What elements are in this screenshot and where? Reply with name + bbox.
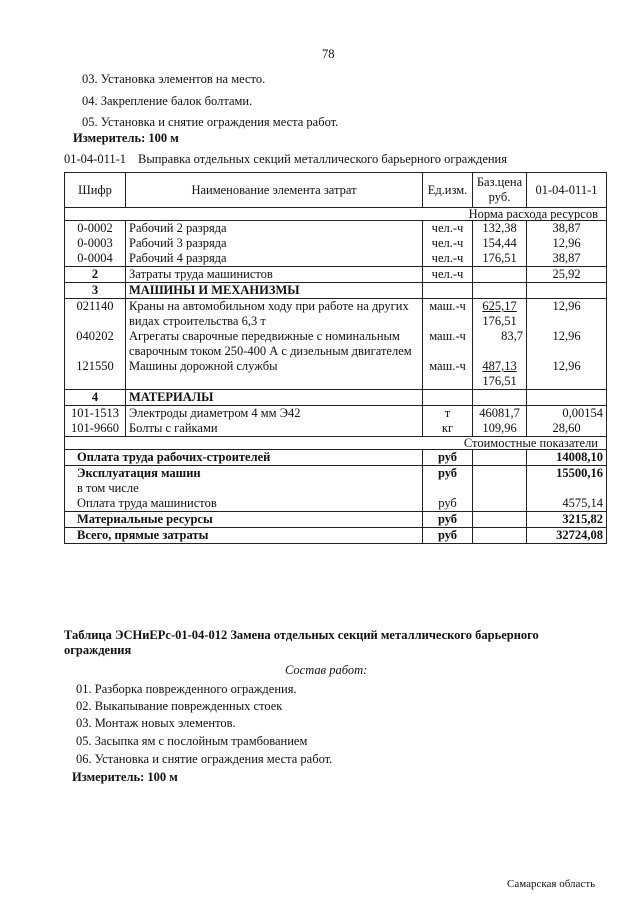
works-item: 02. Выкапывание поврежденных стоек <box>76 699 283 713</box>
table-row: 040202 Агрегаты сварочные передвижные с номинальным сварочным током 250-400 А с дизельным двигателем маш.-ч 83,7 12,96 <box>65 329 607 359</box>
works-item: 03. Монтаж новых элементов. <box>76 716 236 730</box>
cost-row: в том числе <box>65 481 607 496</box>
table-row: 2 Затраты труда машинистов чел.-ч 25,92 <box>65 267 607 283</box>
header-price: Баз.цена руб. <box>473 173 527 208</box>
norm-table <box>64 172 607 544</box>
intro-item: 04. Закрепление балок болтами. <box>82 94 253 108</box>
header-code: Шифр <box>65 173 126 208</box>
cost-row: Оплата труда рабочих-строителей руб 14008,10 <box>65 450 607 466</box>
header-name: Наименование элемента затрат <box>126 173 423 208</box>
header-unit: Ед.изм. <box>423 173 473 208</box>
table-row: 4 МАТЕРИАЛЫ <box>65 390 607 406</box>
table-row: 3 МАШИНЫ И МЕХАНИЗМЫ <box>65 283 607 299</box>
table2-title-cont: ограждения <box>64 643 132 657</box>
measure-label: Измеритель: 100 м <box>73 131 179 145</box>
section-code: 01-04-011-1 <box>64 152 127 166</box>
table-row: 0-0004 Рабочий 4 разряда чел.-ч 176,51 38,87 <box>65 251 607 267</box>
works-item: 05. Засыпка ям с послойным трамбованием <box>76 734 308 748</box>
table-row: 0-0003 Рабочий 3 разряда чел.-ч 154,44 12,96 <box>65 236 607 251</box>
table-row: 101-9660 Болты с гайками кг 109,96 28,60 <box>65 421 607 437</box>
cost-row: Всего, прямые затраты руб 32724,08 <box>65 528 607 544</box>
composition-title: Состав работ: <box>285 663 368 677</box>
intro-item: 05. Установка и снятие ограждения места работ. <box>82 115 339 129</box>
table-row: 021140 Краны на автомобильном ходу при работе на других видах строительства 6,3 т маш.-ч 625,17 176,51 12,96 <box>65 299 607 330</box>
cost-row: Эксплуатация машин руб 15500,16 <box>65 466 607 482</box>
table2-title: Таблица ЭСНиЕРс-01-04-012 Замена отдельных секций металлического барьерного <box>64 628 539 642</box>
header-norm: 01-04-011-1 <box>527 173 607 208</box>
cost-row: Материальные ресурсы руб 3215,82 <box>65 512 607 528</box>
section-title: Выправка отдельных секций металлического барьерного ограждения <box>138 152 507 166</box>
table-row: 121550 Машины дорожной службы маш.-ч 487,13 176,51 12,96 <box>65 359 607 390</box>
table-row: 101-1513 Электроды диаметром 4 мм Э42 т 46081,7 0,00154 <box>65 406 607 422</box>
page-number: 78 <box>322 47 335 61</box>
works-item: 01. Разборка поврежденного ограждения. <box>76 682 297 696</box>
intro-item: 03. Установка элементов на место. <box>82 72 266 86</box>
works-item: 06. Установка и снятие ограждения места работ. <box>76 752 333 766</box>
footer-region: Самарская область <box>507 878 596 890</box>
measure-label-2: Измеритель: 100 м <box>72 770 178 784</box>
norm-caption: Норма расхода ресурсов <box>65 208 607 221</box>
cost-row: Оплата труда машинистов руб 4575,14 <box>65 496 607 512</box>
table-row: 0-0002 Рабочий 2 разряда чел.-ч 132,38 38,87 <box>65 221 607 237</box>
cost-caption: Стоимостные показатели <box>65 437 607 450</box>
